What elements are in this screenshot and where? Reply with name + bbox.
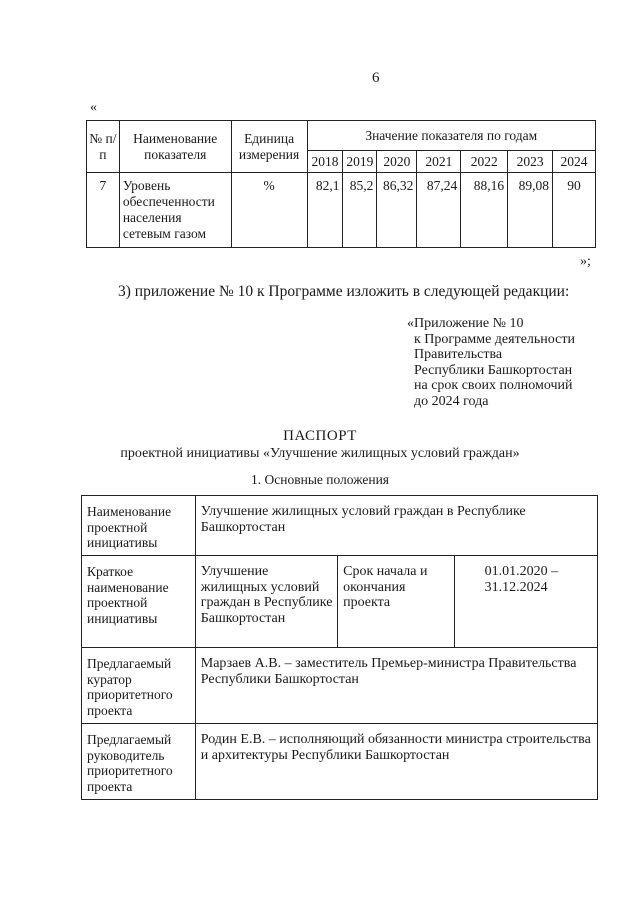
appendix-block [407, 316, 575, 409]
header-year: 2020 [377, 151, 417, 173]
row-indicator-name: Уровень обеспеченности населения сетевым газом [119, 173, 231, 248]
row-unit: % [231, 173, 307, 248]
paragraph-3: 3) приложение № 10 к Программе изложить в следующей редакции: [118, 283, 570, 300]
table-row [87, 173, 596, 248]
passport-subtitle: проектной инициативы «Улучшение жилищных условий граждан» [120, 446, 520, 461]
row-value: 88,16 [461, 173, 508, 248]
head-value: Родин Е.В. – исполняющий обязанности министра строительства и архитектуры Республики Башкортостан [195, 724, 597, 800]
header-year: 2023 [508, 151, 553, 173]
table-row [82, 496, 598, 556]
header-year: 2022 [461, 151, 508, 173]
appendix-line: до 2024 года [414, 393, 489, 409]
passport-title: ПАСПОРТ [283, 428, 357, 444]
opening-quote: « [90, 100, 97, 115]
header-indicator-name: Наименование показателя [119, 121, 231, 173]
row-value: 85,2 [343, 173, 377, 248]
name-value: Улучшение жилищных условий граждан в Республике Башкортостан [195, 496, 597, 556]
row-value: 82,1 [307, 173, 343, 248]
appendix-line: Республики Башкортостан [414, 362, 573, 378]
header-year: 2024 [553, 151, 596, 173]
name-label: Наименование проектной инициативы [82, 496, 196, 556]
table-row [82, 556, 598, 648]
header-year: 2018 [307, 151, 343, 173]
table-row [82, 724, 598, 800]
appendix-line: Правительства [414, 347, 503, 362]
short-name-value: Улучшение жилищных условий граждан в Республике Башкортостан [195, 556, 337, 648]
row-value: 87,24 [417, 173, 461, 248]
row-value: 90 [553, 173, 596, 248]
page-number: 6 [372, 70, 380, 86]
header-values-by-year: Значение показателя по годам [307, 121, 596, 151]
curator-label: Предлагаемый куратор приоритетного проекта [82, 648, 196, 724]
row-value: 86,32 [377, 173, 417, 248]
appendix-line: «Приложение № 10 [407, 316, 524, 331]
header-unit: Единица измерения [231, 121, 307, 173]
header-num: № п/п [87, 121, 120, 173]
term-label: Срок начала и окончания проекта [338, 556, 454, 648]
table-row [82, 648, 598, 724]
row-num: 7 [87, 173, 120, 248]
appendix-line: к Программе деятельности [414, 331, 575, 347]
header-year: 2019 [343, 151, 377, 173]
short-name-label: Краткое наименование проектной инициативы [82, 556, 196, 648]
head-label: Предлагаемый руководитель приоритетного проекта [82, 724, 196, 800]
term-value: 01.01.2020 – 31.12.2024 [454, 556, 597, 648]
curator-value: Марзаев А.В. – заместитель Премьер-министра Правительства Республики Башкортостан [195, 648, 597, 724]
header-year: 2021 [417, 151, 461, 173]
closing-quote: »; [580, 254, 591, 269]
section-title: 1. Основные положения [251, 472, 389, 487]
appendix-line: на срок своих полномочий [414, 378, 573, 393]
passport-table [81, 495, 598, 800]
indicator-table [86, 120, 596, 248]
row-value: 89,08 [508, 173, 553, 248]
